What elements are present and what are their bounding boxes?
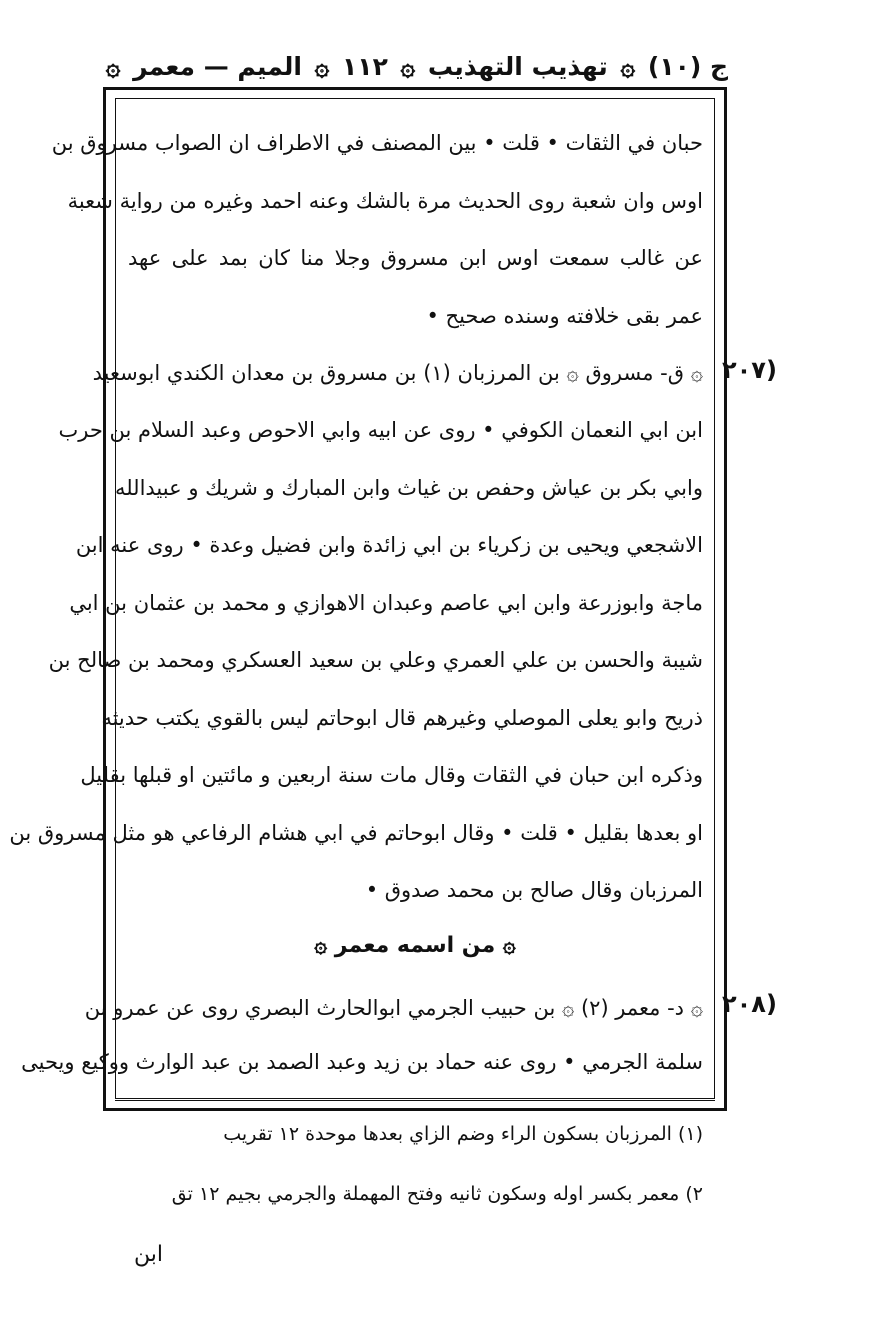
volume-number: ج (١٠): [647, 52, 728, 81]
footnote: (١) المرزبان بسكون الراء وضم الزاي بعدها موحدة ١٢ تقريب: [223, 1123, 703, 1145]
text-line: سلمة الجرمي • روى عنه حماد بن زيد وعبد الصمد بن عبد الوارث ووكيع ويحيى: [21, 1050, 703, 1074]
text-line: ابن ابي النعمان الكوفي • روى عن ابيه وابي الاحوص وعبد السلام بن حرب: [58, 418, 703, 442]
text-line: عن غالب سمعت اوس ابن مسروق وجلا منا كان بمد على عهد: [128, 246, 703, 270]
ornament-icon: ۞: [105, 52, 121, 81]
text-line: الاشجعي ويحيى بن زكرياء بن ابي زائدة وابن فضيل وعدة • روى عنه ابن: [75, 533, 703, 557]
page-number: ١١٢: [342, 52, 388, 81]
text-line: شيبة والحسن بن علي العمري وعلي بن سعيد العسكري ومحمد بن صالح بن: [48, 648, 703, 672]
running-title: الميم — معمر: [133, 52, 302, 81]
text-line: عمر بقى خلافته وسنده صحيح •: [426, 304, 703, 328]
footnote: ٢) معمر بكسر اوله وسكون ثانيه وفتح المهملة والجرمي بجيم ١٢ تق: [171, 1183, 703, 1205]
entry-number: (٢٠٧: [722, 356, 777, 384]
text-line: المرزبان وقال صالح بن محمد صدوق •: [365, 878, 703, 902]
section-heading: ۞ من اسمه معمر ۞: [314, 933, 516, 958]
ornament-icon: ۞: [314, 52, 330, 81]
catchword: ابن: [134, 1242, 163, 1267]
text-line: وابي بكر بن عياش وحفص بن غياث وابن المبارك و شريك و عبيدالله: [114, 476, 703, 500]
text-line: او بعدها بقليل • قلت • وقال ابوحاتم في ابي هشام الرفاعي هو مثل مسروق بن: [9, 821, 703, 845]
footnote-divider: [115, 1100, 715, 1101]
entry-number: (٢٠٨: [722, 990, 777, 1018]
text-line: ذريح وابو يعلى الموصلي وغيرهم قال ابوحاتم ليس بالقوي يكتب حديثه: [101, 706, 703, 730]
ornament-icon: ۞: [620, 52, 636, 81]
text-line: اوس وان شعبة روى الحديث مرة بالشك وعنه احمد وغيره من رواية شعبة: [67, 189, 703, 213]
text-line: ماجة وابوزرعة وابن ابي عاصم وعبدان الاهوازي و محمد بن عثمان بن ابي: [69, 591, 703, 615]
ornament-icon: ۞: [400, 52, 416, 81]
text-line: ۞ د- معمر (٢) ۞ بن حبيب الجرمي ابوالحارث البصري روى عن عمرو بن: [84, 996, 703, 1020]
text-line: ۞ ق- مسروق ۞ بن المرزبان (١) بن مسروق بن معدان الكندي ابوسعيد: [92, 361, 703, 385]
text-line: حبان في الثقات • قلت • بين المصنف في الاطراف ان الصواب مسروق بن: [51, 131, 703, 155]
text-line: وذكره ابن حبان في الثقات وقال مات سنة اربعين و مائتين او قبلها بقليل: [80, 763, 703, 787]
book-title: تهذيب التهذيب: [427, 52, 608, 81]
